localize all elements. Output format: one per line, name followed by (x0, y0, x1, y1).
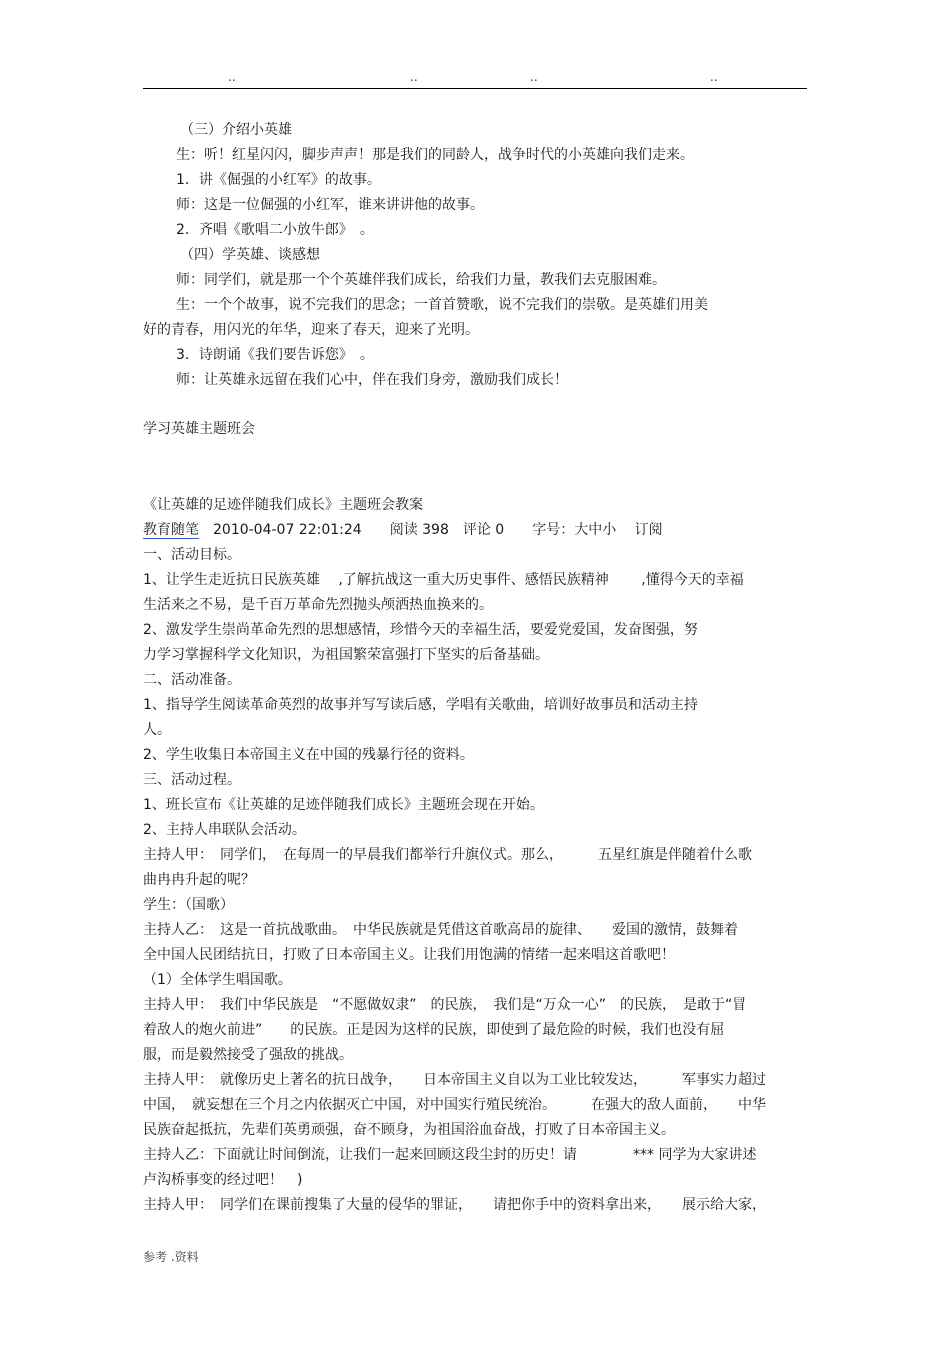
paragraph-line: 学生：（国歌） (143, 897, 234, 913)
paragraph-line: 主持人乙：下面就让时间倒流，让我们一起来回顾这段尘封的历史！请 *** 同学为大家讲述 (143, 1147, 757, 1163)
page-footer: 参考 .资料 (143, 1250, 199, 1264)
blog-category-link[interactable]: 教育随笔 (143, 522, 199, 538)
paragraph-line: 卢沟桥事变的经过吧！ ) (143, 1172, 303, 1188)
header-dot: .. (410, 70, 418, 84)
paragraph-line: 主持人甲： 同学们， 在每周一的早晨我们都举行升旗仪式。那么， 五星红旗是伴随着什么歌 (143, 847, 752, 863)
paragraph-line: 师：这是一位倔强的小红军，谁来讲讲他的故事。 (176, 197, 484, 213)
paragraph-line: 1、指导学生阅读革命英烈的故事并写写读后感，学唱有关歌曲，培训好故事员和活动主持 (143, 697, 698, 713)
paragraph-line: 2、学生收集日本帝国主义在中国的残暴行径的资料。 (143, 747, 474, 763)
paragraph-line: 服，而是毅然接受了强敌的挑战。 (143, 1047, 353, 1063)
paragraph-line: 师：同学们，就是那一个个英雄伴我们成长，给我们力量，教我们去克服困难。 (176, 272, 666, 288)
blog-meta (143, 521, 663, 539)
header-rule (143, 88, 807, 89)
paragraph-line: 全中国人民团结抗日，打败了日本帝国主义。让我们用饱满的情绪一起来唱这首歌吧！ (143, 947, 675, 963)
article-title: 《让英雄的足迹伴随我们成长》主题班会教案 (143, 497, 423, 513)
paragraph-line: 1、班长宣布《让英雄的足迹伴随我们成长》主题班会现在开始。 (143, 797, 544, 813)
header-dot: .. (710, 70, 718, 84)
paragraph-line: 主持人甲： 就像历史上著名的抗日战争， 日本帝国主义自以为工业比较发达， 军事实力超过 (143, 1072, 766, 1088)
paragraph-line: 2．齐唱《歌唱二小放牛郎》 。 (176, 222, 374, 238)
paragraph-line: 中国， 就妄想在三个月之内依据灭亡中国，对中国实行殖民统治。 在强大的敌人面前， 中华 (143, 1097, 766, 1113)
paragraph-line: 主持人甲： 我们中华民族是 “不愿做奴隶” 的民族， 我们是“万众一心” 的民族， 是敢于“冒 (143, 997, 747, 1013)
paragraph-line: 着敌人的炮火前进” 的民族。正是因为这样的民族，即使到了最危险的时候，我们也没有屈 (143, 1022, 725, 1038)
paragraph-line: 1．讲《倔强的小红军》的故事。 (176, 172, 381, 188)
paragraph-line: 主持人乙： 这是一首抗战歌曲。 中华民族就是凭借这首歌高昂的旋律、 爱国的激情，鼓舞着 (143, 922, 738, 938)
paragraph-line: 曲冉冉升起的呢？ (143, 872, 255, 888)
header-dot: .. (228, 70, 236, 84)
paragraph-line: 主持人甲： 同学们在课前搜集了大量的侵华的罪证， 请把你手中的资料拿出来， 展示给大家， (143, 1197, 766, 1213)
paragraph-line: 生：一个个故事，说不完我们的思念；一首首赞歌，说不完我们的崇敬。是英雄们用美 (176, 297, 708, 313)
paragraph-line: 师：让英雄永远留在我们心中，伴在我们身旁，激励我们成长！ (176, 372, 568, 388)
document-title: 学习英雄主题班会 (143, 421, 255, 437)
paragraph-line: 好的青春，用闪光的年华，迎来了春天，迎来了光明。 (143, 322, 479, 338)
paragraph-line: 3．诗朗诵《我们要告诉您》 。 (176, 347, 374, 363)
section-heading: 三、活动过程。 (143, 772, 241, 788)
paragraph-line: 民族奋起抵抗，先辈们英勇顽强，奋不顾身，为祖国浴血奋战，打败了日本帝国主义。 (143, 1122, 675, 1138)
header-dot: .. (530, 70, 538, 84)
section-heading: 二、活动准备。 (143, 672, 241, 688)
blog-meta-info: 2010-04-07 22:01:24 阅读 398 评论 0 字号：大中小 订阅 (213, 522, 663, 538)
section-heading: （三）介绍小英雄 (180, 122, 292, 138)
paragraph-line: 生：听！红星闪闪，脚步声声！那是我们的同龄人，战争时代的小英雄向我们走来。 (176, 147, 694, 163)
paragraph-line: 1、让学生走近抗日民族英雄 ,了解抗战这一重大历史事件、感悟民族精神 ,懂得今天的幸福 (143, 572, 744, 588)
section-heading: 一、活动目标。 (143, 547, 241, 563)
paragraph-line: 2、主持人串联队会活动。 (143, 822, 306, 838)
paragraph-line: 2、激发学生崇尚革命先烈的思想感情，珍惜今天的幸福生活，要爱党爱国，发奋图强，努 (143, 622, 698, 638)
paragraph-line: （1）全体学生唱国歌。 (143, 972, 292, 988)
section-heading: （四）学英雄、谈感想 (180, 247, 320, 263)
header-dots (0, 70, 950, 84)
paragraph-line: 人。 (143, 722, 171, 738)
paragraph-line: 生活来之不易，是千百万革命先烈抛头颅洒热血换来的。 (143, 597, 493, 613)
paragraph-line: 力学习掌握科学文化知识，为祖国繁荣富强打下坚实的后备基础。 (143, 647, 549, 663)
